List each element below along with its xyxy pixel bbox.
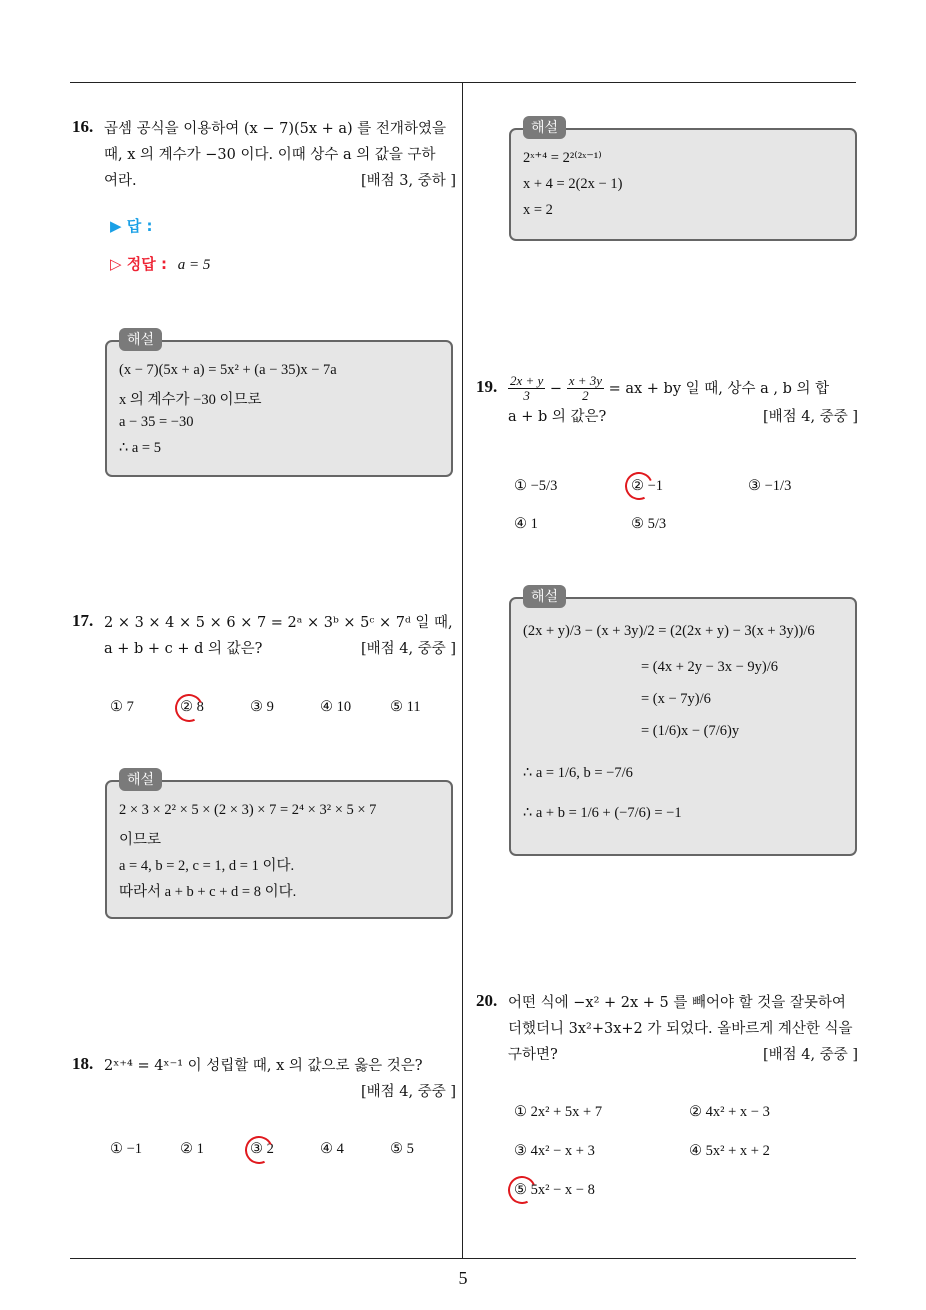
bottom-rule [70, 1258, 856, 1259]
choice-4[interactable]: ④ 4 [320, 1141, 344, 1157]
solution-box [105, 340, 453, 477]
question-line-row [508, 1042, 858, 1068]
solution-line: x 의 계수가 −30 이므로 [119, 392, 262, 408]
solution-line: a − 35 = −30 [119, 414, 194, 430]
question-line: 2ˣ⁺⁴ = 4ˣ⁻¹ 이 성립할 때, x 의 값으로 옳은 것은? [104, 1058, 423, 1074]
question-text [104, 116, 456, 194]
grade-label: [배점 4, 중중 ] [762, 1047, 858, 1063]
question-number: 16. [72, 117, 94, 136]
solution-line: ∴ a = 1/6, b = −7/6 [523, 765, 633, 781]
numerator: 2x + y [510, 373, 544, 388]
solution-tag: 해설 [523, 585, 566, 608]
denominator: 2 [582, 388, 589, 404]
choice-2[interactable]: ② 1 [180, 1141, 204, 1157]
question-line-row [508, 404, 858, 430]
question-line: 때, x 의 계수가 −30 이다. 이때 상수 a 의 값을 구하 [104, 147, 436, 163]
solution-tag: 해설 [523, 116, 566, 139]
question-line-row [104, 168, 456, 194]
choice-5[interactable]: ⑤ 5 [390, 1141, 414, 1157]
question-text [508, 374, 858, 430]
choice-5[interactable]: ⑤ 11 [390, 699, 421, 715]
solution-line: 이므로 [119, 832, 162, 848]
denominator: 3 [523, 388, 530, 404]
numerator: x + 3y [568, 373, 602, 388]
fraction [567, 374, 604, 404]
solution-line: 따라서 a + b + c + d = 8 이다. [119, 884, 297, 900]
solution-tag: 해설 [119, 768, 162, 791]
question-line: 곱셈 공식을 이용하여 (x − 7)(5x + a) 를 전개하였을 [104, 121, 446, 137]
choice-3[interactable]: ③ −1/3 [748, 478, 792, 494]
solution-line: 2ˣ⁺⁴ = 2²⁽²ˣ⁻¹⁾ [523, 150, 602, 166]
choice-5[interactable]: ⑤ 5x² − x − 8 [514, 1182, 595, 1198]
selected-answer-circle [504, 1172, 540, 1208]
question-number: 20. [476, 991, 498, 1010]
choice-3[interactable]: ③ 4x² − x + 3 [514, 1143, 595, 1159]
solution-line: x = 2 [523, 202, 553, 218]
column-divider [462, 82, 463, 1258]
question-line: 여라. [104, 173, 137, 189]
solution-line: ∴ a + b = 1/6 + (−7/6) = −1 [523, 805, 682, 821]
choice-2[interactable]: ② 4x² + x − 3 [689, 1104, 770, 1120]
choice-1[interactable]: ① 7 [110, 699, 134, 715]
grade-label: [배점 4, 중중 ] [360, 641, 456, 657]
question-line: 어떤 식에 −x² + 2x + 5 를 빼어야 할 것을 잘못하여 [508, 995, 846, 1011]
correct-value: a = 5 [177, 257, 211, 273]
answer-label: ▶ 답 : [110, 217, 153, 235]
solution-box [509, 597, 857, 856]
choice-4[interactable]: ④ 1 [514, 516, 538, 532]
grade-label: [배점 3, 중하 ] [360, 173, 456, 189]
solution-line: ∴ a = 5 [119, 440, 161, 456]
choice-1[interactable]: ① −5/3 [514, 478, 558, 494]
choice-5[interactable]: ⑤ 5/3 [631, 516, 667, 532]
question-number: 18. [72, 1054, 94, 1073]
solution-line: a = 4, b = 2, c = 1, d = 1 이다. [119, 858, 295, 874]
question-line-row [104, 636, 456, 662]
top-rule [70, 82, 856, 83]
solution-tag: 해설 [119, 328, 162, 351]
fraction [508, 374, 545, 404]
question-line: a + b 의 값은? [508, 408, 607, 425]
choice-3[interactable]: ③ 9 [250, 699, 274, 715]
question-tail: = ax + by 일 때, 상수 a , b 의 합 [608, 380, 830, 397]
correct-label: ▷ 정답 : [110, 255, 167, 273]
question-line [508, 374, 858, 404]
grade-label: [배점 4, 중중 ] [762, 408, 858, 425]
solution-line: (2x + y)/3 − (x + 3y)/2 = (2(2x + y) − 3(x + 3y))/6 [523, 623, 815, 639]
solution-box [509, 128, 857, 241]
solution-box [105, 780, 453, 919]
question-text [104, 1053, 456, 1105]
question-line: 2 × 3 × 4 × 5 × 6 × 7 = 2ᵃ × 3ᵇ × 5ᶜ × 7ᵈ 일 때, [104, 615, 453, 631]
solution-line: = (1/6)x − (7/6)y [641, 723, 740, 739]
question-line: a + b + c + d 의 값은? [104, 641, 263, 657]
operator: − [549, 380, 563, 397]
question-line-row [104, 1079, 456, 1105]
question-line: 구하면? [508, 1047, 558, 1063]
solution-line: = (4x + 2y − 3x − 9y)/6 [641, 659, 779, 675]
choice-3[interactable]: ③ 2 [250, 1141, 274, 1157]
choice-2[interactable]: ② 8 [180, 699, 204, 715]
question-number: 17. [72, 611, 94, 630]
correct-answer [110, 253, 210, 274]
selected-answer-circle [171, 690, 207, 726]
solution-line: = (x − 7y)/6 [641, 691, 711, 707]
grade-label: [배점 4, 중중 ] [360, 1084, 456, 1100]
question-text [104, 610, 456, 662]
question-line: 더했더니 3x²+3x+2 가 되었다. 올바르게 계산한 식을 [508, 1021, 853, 1037]
choice-4[interactable]: ④ 5x² + x + 2 [689, 1143, 770, 1159]
solution-line: 2 × 3 × 2² × 5 × (2 × 3) × 7 = 2⁴ × 3² × 5 × 7 [119, 802, 377, 818]
page-number: 5 [458, 1268, 468, 1288]
solution-line: x + 4 = 2(2x − 1) [523, 176, 623, 192]
question-text [508, 990, 858, 1068]
choice-1[interactable]: ① 2x² + 5x + 7 [514, 1104, 603, 1120]
selected-answer-circle [241, 1132, 277, 1168]
solution-line: (x − 7)(5x + a) = 5x² + (a − 35)x − 7a [119, 362, 337, 378]
selected-answer-circle [621, 468, 657, 504]
choice-2[interactable]: ② −1 [631, 478, 664, 494]
choice-4[interactable]: ④ 10 [320, 699, 352, 715]
question-number: 19. [476, 377, 498, 396]
choice-1[interactable]: ① −1 [110, 1141, 143, 1157]
